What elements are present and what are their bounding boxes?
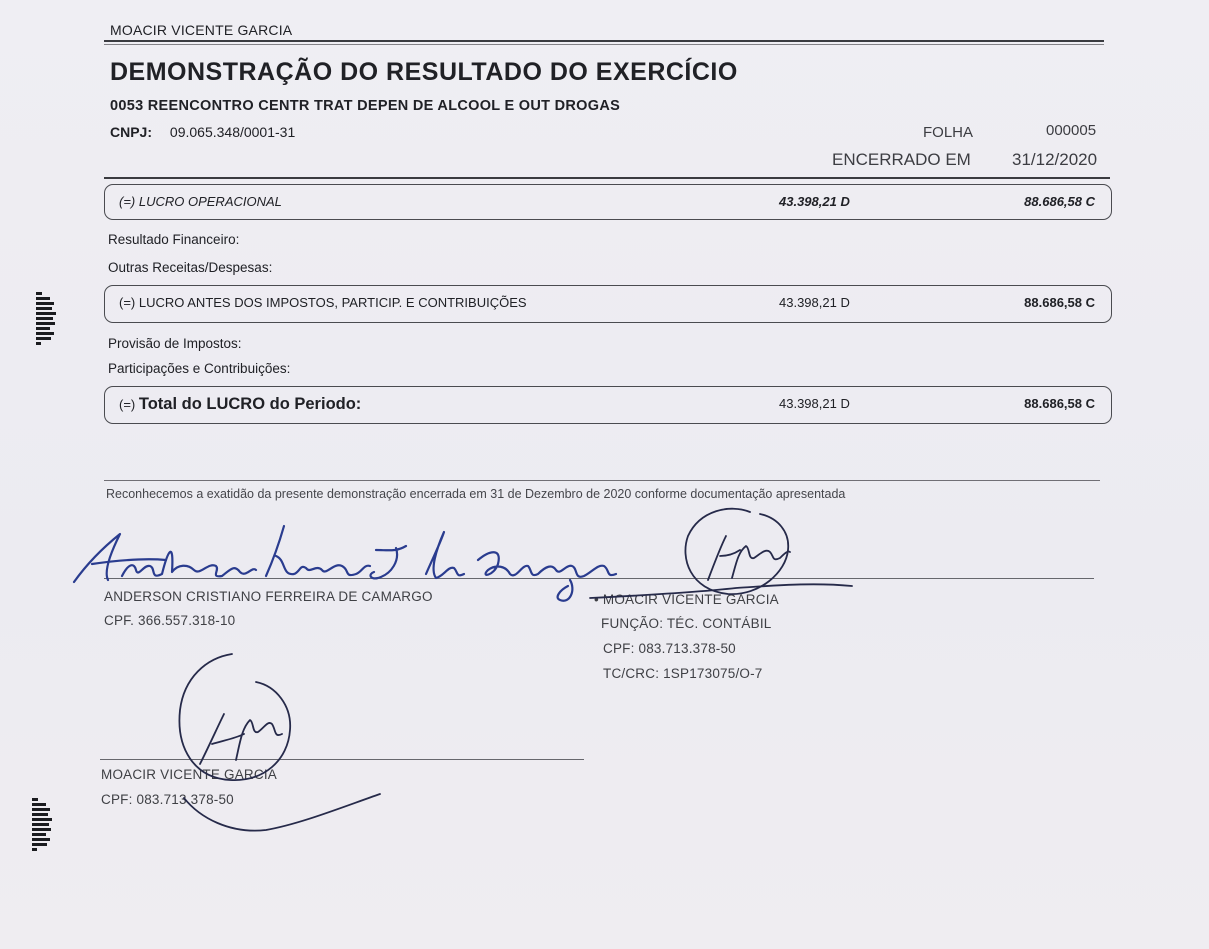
accountant-name-text: MOACIR VICENTE GARCIA xyxy=(602,592,779,607)
total-lucro-label: Total do LUCRO do Periodo: xyxy=(138,395,362,413)
declaration-text: Reconhecemos a exatidão da presente demonstração encerrada em 31 de Dezembro de 2020 conforme documentação apresentada xyxy=(106,487,846,501)
first-signatory-name: ANDERSON CRISTIANO FERREIRA DE CAMARGO xyxy=(104,589,433,604)
accountant-crc: TC/CRC: 1SP173075/O-7 xyxy=(603,666,763,681)
accountant-name: • MOACIR VICENTE GARCIA xyxy=(594,592,779,607)
header-top-rule xyxy=(104,40,1104,42)
total-lucro-value-2: 88.686,58 C xyxy=(1024,396,1095,411)
header-bottom-rule xyxy=(104,177,1110,179)
page-title: DEMONSTRAÇÃO DO RESULTADO DO EXERCÍCIO xyxy=(110,58,738,86)
total-lucro-row xyxy=(104,386,1112,424)
total-lucro-prefix: (=) xyxy=(119,397,136,412)
first-signatory-cpf: CPF. 366.557.318-10 xyxy=(104,613,236,628)
company-name: 0053 REENCONTRO CENTR TRAT DEPEN DE ALCOOL E OUT DROGAS xyxy=(110,98,621,114)
total-lucro-label-group xyxy=(119,395,361,414)
encerrado-value: 31/12/2020 xyxy=(1012,150,1098,169)
accountant-cpf: CPF: 083.713.378-50 xyxy=(603,641,736,656)
responsible-name: MOACIR VICENTE GARCIA xyxy=(110,22,293,38)
margin-mark-top xyxy=(36,292,56,347)
cnpj-line xyxy=(110,124,295,140)
lucro-antes-impostos-value-2: 88.686,58 C xyxy=(1024,295,1095,310)
encerrado-label: ENCERRADO EM xyxy=(832,150,971,169)
first-signature-image xyxy=(70,520,630,610)
folha-value: 000005 xyxy=(1046,122,1097,139)
resultado-financeiro-label: Resultado Financeiro: xyxy=(108,232,240,247)
third-signature-image xyxy=(170,648,400,838)
folha-label: FOLHA xyxy=(923,124,974,141)
lucro-operacional-label: (=) LUCRO OPERACIONAL xyxy=(119,194,282,209)
third-signatory-cpf: CPF: 083.713.378-50 xyxy=(101,792,234,807)
lucro-operacional-value-1: 43.398,21 D xyxy=(779,194,850,209)
lucro-operacional-value-2: 88.686,58 C xyxy=(1024,194,1095,209)
accountant-function: FUNÇÃO: TÉC. CONTÁBIL xyxy=(601,616,772,631)
provisao-impostos-label: Provisão de Impostos: xyxy=(108,336,242,351)
outras-receitas-label: Outras Receitas/Despesas: xyxy=(108,260,273,275)
total-lucro-value-1: 43.398,21 D xyxy=(779,396,850,411)
participacoes-label: Participações e Contribuições: xyxy=(108,361,291,376)
declaration-rule xyxy=(104,480,1100,481)
header-top-rule-thin xyxy=(104,44,1104,45)
lucro-antes-impostos-label: (=) LUCRO ANTES DOS IMPOSTOS, PARTICIP. E CONTRIBUIÇÕES xyxy=(119,295,527,310)
accountant-signature-image xyxy=(560,500,860,615)
lucro-antes-impostos-row xyxy=(104,285,1112,323)
lucro-operacional-row xyxy=(104,184,1112,220)
margin-mark-bottom xyxy=(32,798,52,853)
cnpj-label: CNPJ: xyxy=(110,124,153,140)
cnpj-value: 09.065.348/0001-31 xyxy=(169,124,296,140)
third-signatory-name: MOACIR VICENTE GARCIA xyxy=(101,767,277,782)
lucro-antes-impostos-value-1: 43.398,21 D xyxy=(779,295,850,310)
